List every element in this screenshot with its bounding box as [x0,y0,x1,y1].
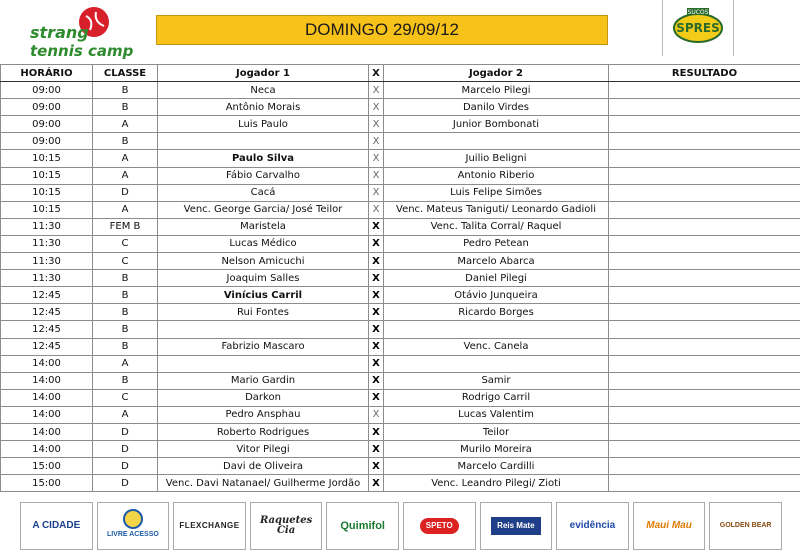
table-row [1,423,800,440]
player1-cell: Vitor Pilegi [158,441,369,458]
logo-line2: tennis camp [30,42,134,60]
player1-cell: Maristela [158,218,369,235]
time-cell: 09:00 [1,116,93,133]
versus-cell: X [369,82,384,99]
versus-cell: X [369,355,384,372]
livre-acesso-icon [123,509,143,529]
versus-cell: X [369,304,384,321]
result-cell [609,270,800,287]
result-cell [609,475,800,492]
player2-cell [384,133,609,150]
col-header-result: RESULTADO [609,65,800,82]
player1-cell [158,321,369,338]
result-cell [609,116,800,133]
sponsor-label: Quimifol [340,520,385,532]
sponsor-label: Reis Mate [491,517,540,535]
class-cell: B [93,99,158,116]
class-cell: B [93,338,158,355]
versus-cell: X [369,321,384,338]
strang-tennis-camp-logo [24,4,136,62]
result-cell [609,99,800,116]
sponsor-logo-reis [480,502,553,550]
time-cell: 12:45 [1,287,93,304]
table-row [1,287,800,304]
result-cell [609,458,800,475]
player1-cell: Roberto Rodrigues [158,423,369,440]
sponsor-label: GOLDEN BEAR [719,522,772,529]
sponsor-logo-golden [709,502,782,550]
result-cell [609,253,800,270]
player1-cell: Pedro Ansphau [158,406,369,423]
table-row [1,167,800,184]
player2-cell: Murilo Moreira [384,441,609,458]
versus-cell: X [369,423,384,440]
player1-cell: Nelson Amicuchi [158,253,369,270]
player1-cell: Cacá [158,184,369,201]
table-header-row [1,65,800,82]
versus-cell: X [369,133,384,150]
sponsor-logo-flex [173,502,246,550]
versus-cell: X [369,150,384,167]
player2-cell [384,355,609,372]
versus-cell: X [369,201,384,218]
result-cell [609,82,800,99]
sponsor-logo-speto [403,502,476,550]
player2-cell: Ricardo Borges [384,304,609,321]
result-cell [609,133,800,150]
page-title-box [156,15,608,45]
schedule-table [0,64,800,492]
class-cell: D [93,184,158,201]
player1-cell: Lucas Médico [158,235,369,252]
player1-cell: Vinícius Carril [158,287,369,304]
class-cell: D [93,441,158,458]
player1-cell: Darkon [158,389,369,406]
class-cell: A [93,201,158,218]
versus-cell: X [369,372,384,389]
table-row [1,150,800,167]
time-cell: 10:15 [1,184,93,201]
player1-cell: Davi de Oliveira [158,458,369,475]
time-cell: 11:30 [1,218,93,235]
result-cell [609,304,800,321]
sponsor-label: SPETO [420,518,459,534]
player2-cell: Juilio Beligni [384,150,609,167]
sponsor-logo-cidade [20,502,93,550]
result-cell [609,321,800,338]
player1-cell: Fabrizio Mascaro [158,338,369,355]
player2-cell [384,321,609,338]
col-header-player1: Jogador 1 [158,65,369,82]
time-cell: 15:00 [1,475,93,492]
result-cell [609,287,800,304]
time-cell: 14:00 [1,389,93,406]
sponsor-label: FLEXCHANGE [179,521,240,530]
sponsor-label: Maui Mau [646,520,692,531]
table-row [1,133,800,150]
class-cell: A [93,355,158,372]
result-cell [609,406,800,423]
table-row [1,235,800,252]
player2-cell: Marcelo Pilegi [384,82,609,99]
table-row [1,389,800,406]
table-row [1,116,800,133]
table-row [1,338,800,355]
player2-cell: Marcelo Cardilli [384,458,609,475]
time-cell: 10:15 [1,167,93,184]
versus-cell: X [369,235,384,252]
class-cell: B [93,82,158,99]
result-cell [609,218,800,235]
table-row [1,82,800,99]
player2-cell: Antonio Riberio [384,167,609,184]
versus-cell: X [369,406,384,423]
sponsor-logo-livre [97,502,170,550]
col-header-class: CLASSE [93,65,158,82]
time-cell: 09:00 [1,133,93,150]
result-cell [609,235,800,252]
result-cell [609,423,800,440]
col-header-time: HORÁRIO [1,65,93,82]
table-row [1,475,800,492]
result-cell [609,167,800,184]
versus-cell: X [369,338,384,355]
player1-cell: Neca [158,82,369,99]
player2-cell: Junior Bombonati [384,116,609,133]
player2-cell: Daniel Pilegi [384,270,609,287]
table-row [1,372,800,389]
table-row [1,270,800,287]
player2-cell: Venc. Mateus Taniguti/ Leonardo Gadioli [384,201,609,218]
time-cell: 14:00 [1,441,93,458]
player2-cell: Samir [384,372,609,389]
class-cell: A [93,116,158,133]
player2-cell: Luis Felipe Simões [384,184,609,201]
versus-cell: X [369,184,384,201]
sponsor-logo-evid [556,502,629,550]
player1-cell [158,355,369,372]
class-cell: B [93,321,158,338]
player1-cell: Paulo Silva [158,150,369,167]
result-cell [609,355,800,372]
logo-line1: strang [30,23,89,42]
player1-cell: Venc. Davi Natanael/ Guilherme Jordão [158,475,369,492]
player2-cell: Pedro Petean [384,235,609,252]
table-row [1,441,800,458]
time-cell: 14:00 [1,406,93,423]
time-cell: 14:00 [1,355,93,372]
time-cell: 12:45 [1,304,93,321]
result-cell [609,372,800,389]
spres-logo-icon [663,0,733,56]
class-cell: C [93,235,158,252]
player2-cell: Venc. Leandro Pilegi/ Zioti [384,475,609,492]
header [0,0,800,64]
player2-cell: Rodrigo Carril [384,389,609,406]
player2-cell: Danilo Virdes [384,99,609,116]
player1-cell: Fábio Carvalho [158,167,369,184]
versus-cell: X [369,116,384,133]
player2-cell: Venc. Talita Corral/ Raquel [384,218,609,235]
sponsor-label: evidência [569,520,616,531]
sponsor-label: LIVRE ACESSO [106,531,159,538]
class-cell: FEM B [93,218,158,235]
class-cell: C [93,389,158,406]
class-cell: A [93,150,158,167]
player2-cell: Marcelo Abarca [384,253,609,270]
versus-cell: X [369,167,384,184]
table-row [1,99,800,116]
player2-cell: Teilor [384,423,609,440]
player1-cell: Joaquim Salles [158,270,369,287]
sponsor-strip [0,502,800,554]
sponsor-logo-quim [326,502,399,550]
versus-cell: X [369,218,384,235]
player2-cell: Venc. Canela [384,338,609,355]
versus-cell: X [369,270,384,287]
sponsor-label: A CIDADE [32,520,81,531]
table-row [1,406,800,423]
table-row [1,201,800,218]
time-cell: 11:30 [1,270,93,287]
class-cell: A [93,406,158,423]
class-cell: B [93,372,158,389]
sponsor-logo-maui [633,502,706,550]
page-title: DOMINGO 29/09/12 [304,20,459,39]
time-cell: 12:45 [1,321,93,338]
logo-right-top: SUCOS [687,9,709,16]
class-cell: B [93,287,158,304]
class-cell: B [93,133,158,150]
result-cell [609,389,800,406]
result-cell [609,338,800,355]
versus-cell: X [369,253,384,270]
class-cell: B [93,270,158,287]
class-cell: A [93,167,158,184]
player1-cell: Rui Fontes [158,304,369,321]
versus-cell: X [369,389,384,406]
table-row [1,321,800,338]
player1-cell: Mario Gardin [158,372,369,389]
versus-cell: X [369,99,384,116]
time-cell: 11:30 [1,235,93,252]
versus-cell: X [369,441,384,458]
table-row [1,184,800,201]
time-cell: 09:00 [1,82,93,99]
table-row [1,458,800,475]
player1-cell: Venc. George Garcia/ José Teilor [158,201,369,218]
time-cell: 10:15 [1,201,93,218]
class-cell: B [93,304,158,321]
versus-cell: X [369,475,384,492]
result-cell [609,150,800,167]
result-cell [609,201,800,218]
player1-cell: Antônio Morais [158,99,369,116]
time-cell: 12:45 [1,338,93,355]
strang-logo-icon [24,4,136,62]
col-header-x: X [369,65,384,82]
table-row [1,218,800,235]
sponsor-logo-raq [250,502,323,550]
result-cell [609,184,800,201]
time-cell: 14:00 [1,423,93,440]
class-cell: D [93,458,158,475]
time-cell: 15:00 [1,458,93,475]
table-row [1,304,800,321]
time-cell: 09:00 [1,99,93,116]
time-cell: 10:15 [1,150,93,167]
logo-right-main: SPRES [676,21,720,35]
class-cell: C [93,253,158,270]
versus-cell: X [369,287,384,304]
player1-cell [158,133,369,150]
player2-cell: Otávio Junqueira [384,287,609,304]
class-cell: D [93,423,158,440]
table-row [1,355,800,372]
class-cell: D [93,475,158,492]
result-cell [609,441,800,458]
player1-cell: Luis Paulo [158,116,369,133]
player2-cell: Lucas Valentim [384,406,609,423]
sponsor-label: Raquetes Cia [259,515,313,536]
sucos-spres-logo [662,0,734,56]
time-cell: 11:30 [1,253,93,270]
table-row [1,253,800,270]
versus-cell: X [369,458,384,475]
time-cell: 14:00 [1,372,93,389]
col-header-player2: Jogador 2 [384,65,609,82]
